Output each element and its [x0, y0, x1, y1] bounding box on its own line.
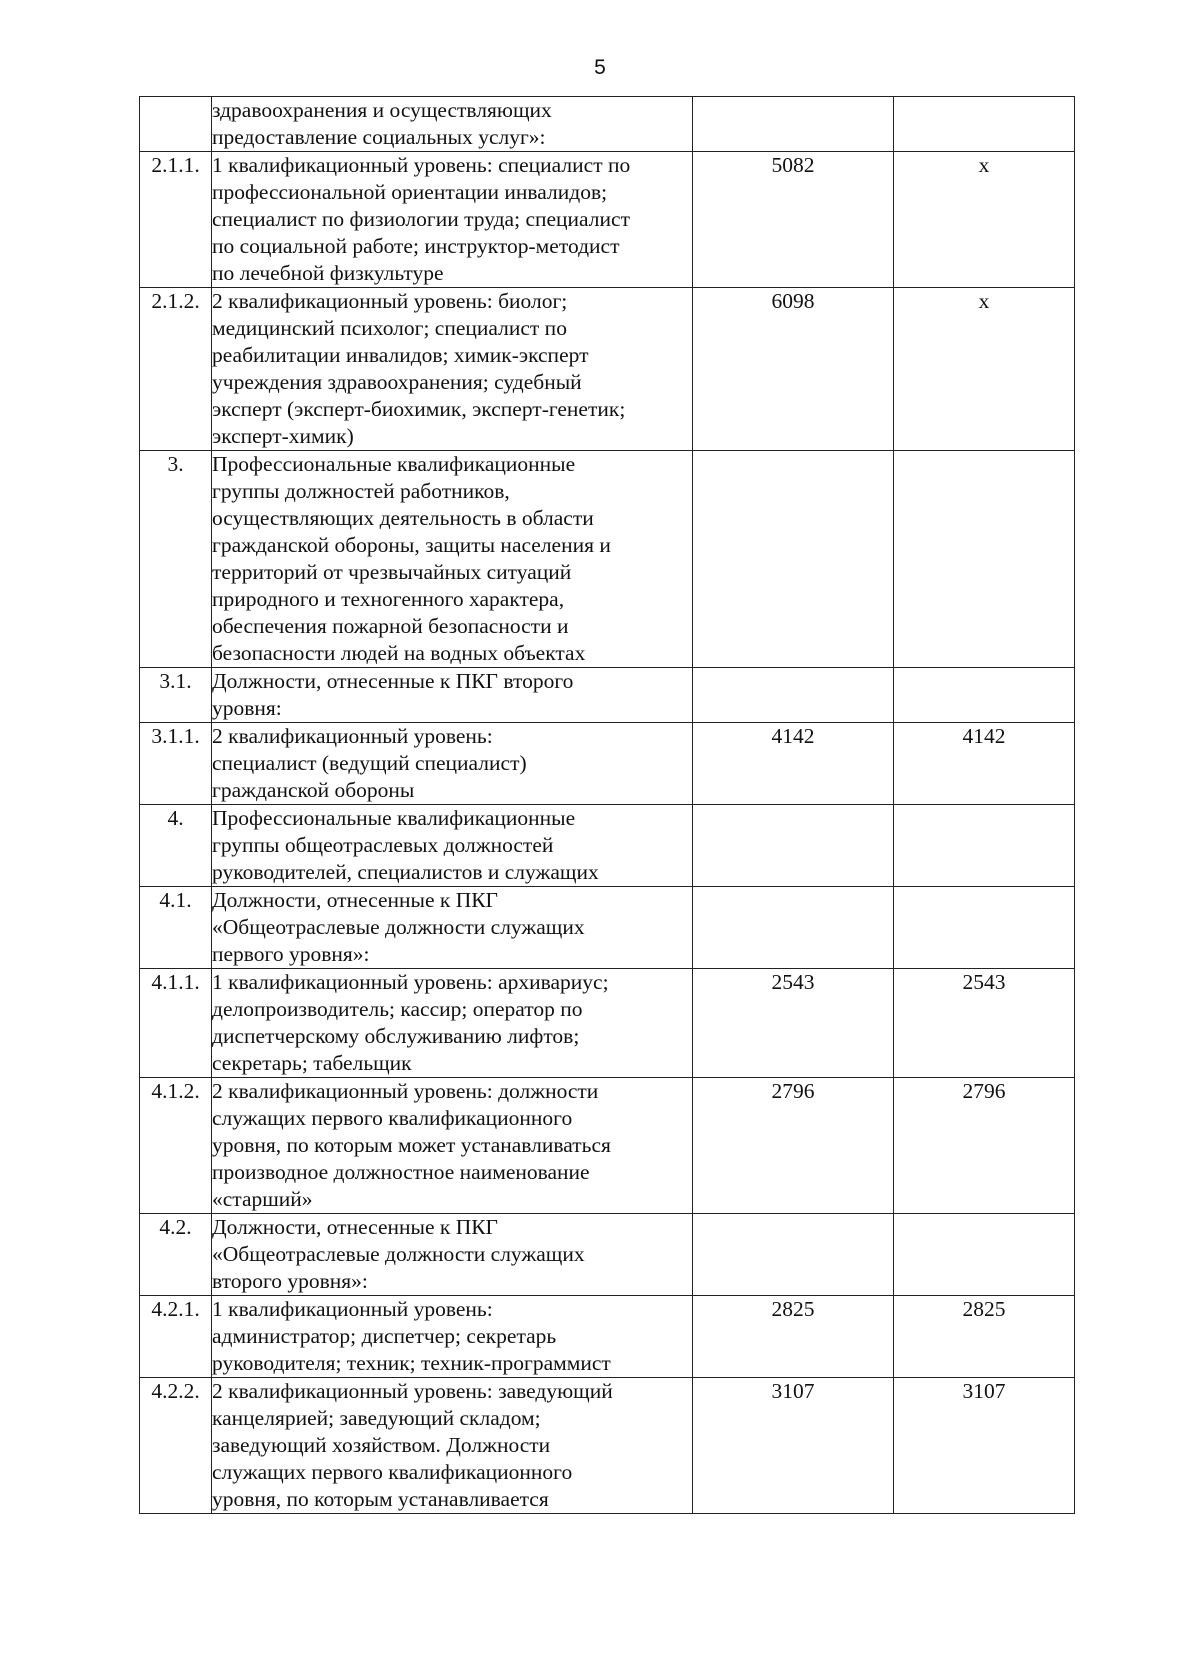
- table-row: [140, 1078, 1075, 1214]
- table-row: [140, 668, 1075, 723]
- row-description: здравоохранения и осуществляющих предоставление социальных услуг»:: [212, 97, 693, 152]
- row-value-2: [894, 1214, 1075, 1296]
- row-number: 2.1.2.: [140, 288, 212, 451]
- table-row: [140, 805, 1075, 887]
- row-value-1: 5082: [693, 152, 894, 288]
- row-description: 2 квалификационный уровень: должности служащих первого квалификационного уровня, по которым может устанавливаться производное должностное наименование «старший»: [212, 1078, 693, 1214]
- row-number: 2.1.1.: [140, 152, 212, 288]
- row-description: Должности, отнесенные к ПКГ второго уровня:: [212, 668, 693, 723]
- row-value-2: 2796: [894, 1078, 1075, 1214]
- row-value-2: 2825: [894, 1296, 1075, 1378]
- row-description: 2 квалификационный уровень: биолог; медицинский психолог; специалист по реабилитации инвалидов; химик-эксперт учреждения здравоохранения; судебный эксперт (эксперт-биохимик, эксперт-генетик; эксперт-химик): [212, 288, 693, 451]
- row-description: Должности, отнесенные к ПКГ «Общеотраслевые должности служащих первого уровня»:: [212, 887, 693, 969]
- row-value-1: 2796: [693, 1078, 894, 1214]
- table-row: [140, 152, 1075, 288]
- row-value-1: [693, 668, 894, 723]
- table-row: [140, 288, 1075, 451]
- row-value-1: [693, 451, 894, 668]
- row-value-2: х: [894, 152, 1075, 288]
- row-value-1: 4142: [693, 723, 894, 805]
- row-value-1: [693, 97, 894, 152]
- row-number: 4.1.2.: [140, 1078, 212, 1214]
- table-row: [140, 1378, 1075, 1514]
- row-value-1: 6098: [693, 288, 894, 451]
- row-number: [140, 97, 212, 152]
- row-number: 3.1.: [140, 668, 212, 723]
- row-description: 2 квалификационный уровень: заведующий канцелярией; заведующий складом; заведующий хозяйством. Должности служащих первого квалификационного уровня, по которым устанавливается: [212, 1378, 693, 1514]
- row-value-2: [894, 668, 1075, 723]
- row-description: 1 квалификационный уровень: администратор; диспетчер; секретарь руководителя; техник; техник-программист: [212, 1296, 693, 1378]
- row-value-2: 2543: [894, 969, 1075, 1078]
- row-number: 3.: [140, 451, 212, 668]
- row-description: 1 квалификационный уровень: архивариус; делопроизводитель; кассир; оператор по диспетчерскому обслуживанию лифтов; секретарь; табельщик: [212, 969, 693, 1078]
- row-description: 1 квалификационный уровень: специалист по профессиональной ориентации инвалидов; специалист по физиологии труда; специалист по социальной работе; инструктор-методист по лечебной физкультуре: [212, 152, 693, 288]
- row-value-1: [693, 1214, 894, 1296]
- row-value-1: [693, 805, 894, 887]
- row-value-1: 3107: [693, 1378, 894, 1514]
- table-row: [140, 887, 1075, 969]
- row-number: 4.: [140, 805, 212, 887]
- row-number: 4.1.: [140, 887, 212, 969]
- row-number: 4.1.1.: [140, 969, 212, 1078]
- row-description: Должности, отнесенные к ПКГ «Общеотраслевые должности служащих второго уровня»:: [212, 1214, 693, 1296]
- row-description: Профессиональные квалификационные группы должностей работников, осуществляющих деятельность в области гражданской обороны, защиты населения и территорий от чрезвычайных ситуаций природного и техногенного характера, обеспечения пожарной безопасности и безопасности людей на водных объектах: [212, 451, 693, 668]
- row-value-1: 2825: [693, 1296, 894, 1378]
- row-value-2: 4142: [894, 723, 1075, 805]
- table-row: [140, 723, 1075, 805]
- row-number: 4.2.1.: [140, 1296, 212, 1378]
- row-value-2: [894, 805, 1075, 887]
- table-row: [140, 97, 1075, 152]
- row-number: 3.1.1.: [140, 723, 212, 805]
- row-value-2: х: [894, 288, 1075, 451]
- row-number: 4.2.2.: [140, 1378, 212, 1514]
- row-value-1: [693, 887, 894, 969]
- row-value-2: [894, 451, 1075, 668]
- row-value-2: 3107: [894, 1378, 1075, 1514]
- table-row: [140, 1296, 1075, 1378]
- row-value-2: [894, 97, 1075, 152]
- table-row: [140, 969, 1075, 1078]
- row-value-2: [894, 887, 1075, 969]
- table-row: [140, 451, 1075, 668]
- salary-table: [139, 96, 1075, 1514]
- row-number: 4.2.: [140, 1214, 212, 1296]
- row-description: 2 квалификационный уровень: специалист (ведущий специалист) гражданской обороны: [212, 723, 693, 805]
- page-number: 5: [594, 56, 606, 79]
- table-row: [140, 1214, 1075, 1296]
- row-value-1: 2543: [693, 969, 894, 1078]
- row-description: Профессиональные квалификационные группы общеотраслевых должностей руководителей, специалистов и служащих: [212, 805, 693, 887]
